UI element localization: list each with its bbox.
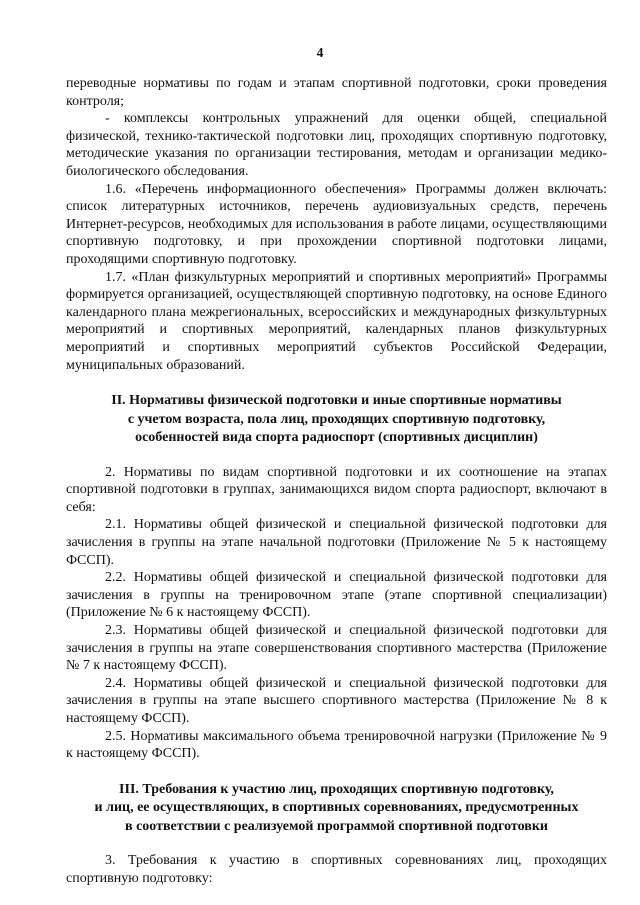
section-3-heading-line: III. Требования к участию лиц, проходящих спортивную подготовку,: [119, 781, 554, 797]
section-2-heading-line: особенностей вида спорта радиоспорт (спортивных дисциплин): [135, 430, 538, 446]
paragraph-2-5: 2.5. Нормативы максимального объема тренировочной нагрузки (Приложение № 9 к настоящему ФССП).: [66, 728, 607, 762]
section-2-heading: [66, 392, 607, 448]
section-3-heading: [66, 781, 607, 837]
paragraph-control-standards: переводные нормативы по годам и этапам спортивной подготовки, сроки проведения контроля;: [66, 76, 607, 109]
paragraph-1-7: 1.7. «План физкультурных мероприятий и спортивных мероприятий» Программы формируется организацией, осуществляющей спортивную подготовку, на основе Единого календарного плана межрегиональных, всероссийских и международных физкультурных мероприятий и спортивных мероприятий, календарных планов физкультурных мероприятий и спортивных мероприятий субъектов Российской Федерации, муниципальных образований.: [66, 269, 607, 373]
paragraph-2-2: 2.2. Нормативы общей физической и специальной физической подготовки для зачисления в группы на тренировочном этапе (этапе спортивной специализации) (Приложение № 6 к настоящему ФССП).: [66, 570, 607, 621]
document-body: [66, 75, 607, 887]
section-2-heading-line: II. Нормативы физической подготовки и иные спортивные нормативы: [111, 393, 562, 409]
paragraph-3: 3. Требования к участию в спортивных соревнованиях лиц, проходящих спортивную подготовку:: [66, 853, 607, 886]
paragraph-2-3: 2.3. Нормативы общей физической и специальной физической подготовки для зачисления в группы на этапе совершенствования спортивного мастерства (Приложение № 7 к настоящему ФССП).: [66, 622, 607, 674]
page-number: 4: [316, 45, 324, 60]
paragraph-2-1: 2.1. Нормативы общей физической и специальной физической подготовки для зачисления в группы на этапе начальной подготовки (Приложение № 5 к настоящему ФССП).: [66, 517, 607, 568]
section-2-heading-line: с учетом возраста, пола лиц, проходящих спортивную подготовку,: [127, 411, 546, 427]
paragraph-2-4: 2.4. Нормативы общей физической и специальной физической подготовки для зачисления в группы на этапе высшего спортивного мастерства (Приложение № 8 к настоящему ФССП).: [66, 675, 607, 726]
paragraph-1-6: 1.6. «Перечень информационного обеспечения» Программы должен включать: список литературных источников, перечень аудиовизуальных средств, перечень Интернет-ресурсов, необходимых для использования в работе лицами, осуществляющими спортивную подготовку, и при прохождении спортивной подготовки лицами, проходящими спортивную подготовку.: [66, 181, 607, 267]
section-3-heading-line: и лиц, ее осуществляющих, в спортивных соревнованиях, предусмотренных: [94, 800, 579, 816]
paragraph-control-exercises: - комплексы контрольных упражнений для оценки общей, специальной физической, технико-тактической подготовки лиц, проходящих спортивную подготовку, методические указания по организации тестирования, методам и организации медико-биологического обследования.: [66, 111, 607, 179]
paragraph-2: 2. Нормативы по видам спортивной подготовки и их соотношение на этапах спортивной подготовки в группах, занимающихся видом спорта радиоспорт, включают в себя:: [66, 464, 607, 515]
section-3-heading-line: в соответствии с реализуемой программой спортивной подготовки: [125, 818, 548, 834]
